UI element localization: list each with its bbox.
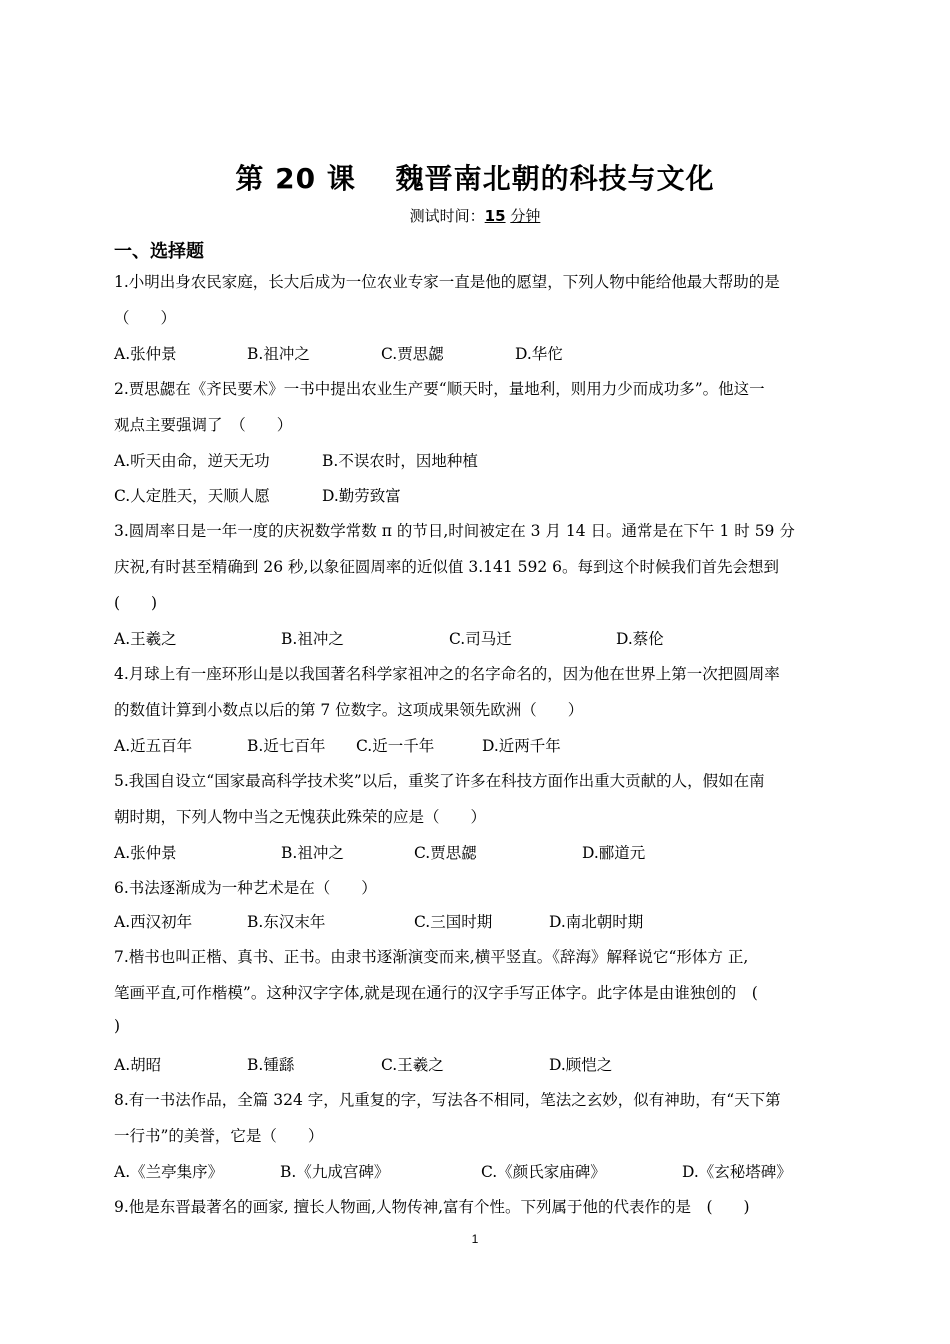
question-8-option-a: A.《兰亭集序》 <box>114 1163 224 1181</box>
question-1-option-b: B.祖冲之 <box>247 345 310 363</box>
question-7-line-1: 7.楷书也叫正楷、真书、正书。由隶书逐渐演变而来,横平竖直。《辞海》解释说它“形体方 正, <box>114 948 749 966</box>
question-1-line-2: （ ） <box>114 309 177 327</box>
question-8-line-1: 8.有一书法作品，全篇 324 字，凡重复的字，写法各不相同，笔法之玄妙，似有神助，有“天下第 <box>114 1091 781 1109</box>
question-5-option-d: D.郦道元 <box>582 844 646 862</box>
question-4-option-d: D.近两千年 <box>482 737 561 755</box>
question-3-line-1: 3.圆周率日是一年一度的庆祝数学常数 π 的节日,时间被定在 3 月 14 日。通常是在下午 1 时 59 分 <box>114 522 795 540</box>
question-2-option-b: B.不误农时，因地种植 <box>322 452 478 470</box>
test-time-label: 测试时间： <box>409 207 485 225</box>
question-8-option-c: C.《颜氏家庙碑》 <box>481 1163 606 1181</box>
question-2-option-c: C.人定胜天，天顺人愿 <box>114 487 270 505</box>
question-5-line-2: 朝时期，下列人物中当之无愧获此殊荣的应是（ ） <box>114 808 487 826</box>
question-7-option-b: B.锺繇 <box>247 1056 295 1074</box>
question-6-line-1: 6.书法逐渐成为一种艺术是在（ ） <box>114 879 377 897</box>
question-2-line-2: 观点主要强调了 （ ） <box>114 416 293 434</box>
test-time-unit: 分钟 <box>510 207 541 225</box>
question-2-line-1: 2.贾思勰在《齐民要术》一书中提出农业生产要“顺天时，量地利，则用力少而成功多”。他这一 <box>114 380 765 398</box>
question-3-option-a: A.王羲之 <box>114 630 177 648</box>
question-7-option-c: C.王羲之 <box>381 1056 444 1074</box>
question-4-option-c: C.近一千年 <box>356 737 435 755</box>
question-6-option-b: B.东汉末年 <box>247 913 326 931</box>
question-4-option-b: B.近七百年 <box>247 737 326 755</box>
question-5-option-a: A.张仲景 <box>114 844 177 862</box>
question-4-line-1: 4.月球上有一座环形山是以我国著名科学家祖冲之的名字命名的，因为他在世界上第一次把圆周率 <box>114 665 780 683</box>
question-1-line-1: 1.小明出身农民家庭，长大后成为一位农业专家一直是他的愿望，下列人物中能给他最大帮助的是 <box>114 273 780 291</box>
question-7-line-3: ) <box>114 1017 121 1035</box>
section-heading: 一、选择题 <box>114 241 204 262</box>
page-number: 1 <box>471 1232 479 1246</box>
question-1-option-c: C.贾思勰 <box>381 345 444 363</box>
page-title: 第 20 课 魏晋南北朝的科技与文化 <box>235 162 715 195</box>
question-8-option-b: B.《九成宫碑》 <box>280 1163 390 1181</box>
question-3-line-3: ( ) <box>114 594 158 612</box>
question-4-option-a: A.近五百年 <box>114 737 193 755</box>
question-8-line-2: 一行书”的美誉，它是（ ） <box>114 1127 324 1145</box>
question-1-option-d: D.华佗 <box>515 345 563 363</box>
question-6-option-c: C.三国时期 <box>414 913 493 931</box>
question-6-option-a: A.西汉初年 <box>114 913 193 931</box>
question-4-line-2: 的数值计算到小数点以后的第 7 位数字。这项成果领先欧洲（ ） <box>114 701 584 719</box>
question-5-option-b: B.祖冲之 <box>281 844 344 862</box>
question-9-line-1: 9.他是东晋最著名的画家, 擅长人物画,人物传神,富有个性。下列属于他的代表作的是 ( ) <box>114 1198 750 1216</box>
question-8-option-d: D.《玄秘塔碑》 <box>682 1163 792 1181</box>
question-2-option-a: A.听天由命，逆天无功 <box>114 452 270 470</box>
question-5-option-c: C.贾思勰 <box>414 844 477 862</box>
test-time <box>0 205 950 226</box>
test-time-value: 15 <box>484 207 506 225</box>
question-3-option-c: C.司马迁 <box>449 630 512 648</box>
question-1-option-a: A.张仲景 <box>114 345 177 363</box>
question-6-option-d: D.南北朝时期 <box>549 913 644 931</box>
question-3-line-2: 庆祝,有时甚至精确到 26 秒,以象征圆周率的近似值 3.141 592 6。每到这个时候我们首先会想到 <box>114 558 780 576</box>
question-2-option-d: D.勤劳致富 <box>322 487 401 505</box>
question-3-option-d: D.蔡伦 <box>616 630 664 648</box>
question-5-line-1: 5.我国自设立“国家最高科学技术奖”以后，重奖了许多在科技方面作出重大贡献的人，假如在南 <box>114 772 765 790</box>
question-7-line-2: 笔画平直,可作楷模”。这种汉字字体,就是现在通行的汉字手写正体字。此字体是由谁独创的 ( <box>114 984 758 1002</box>
question-7-option-a: A.胡昭 <box>114 1056 162 1074</box>
question-3-option-b: B.祖冲之 <box>281 630 344 648</box>
question-7-option-d: D.顾恺之 <box>549 1056 613 1074</box>
